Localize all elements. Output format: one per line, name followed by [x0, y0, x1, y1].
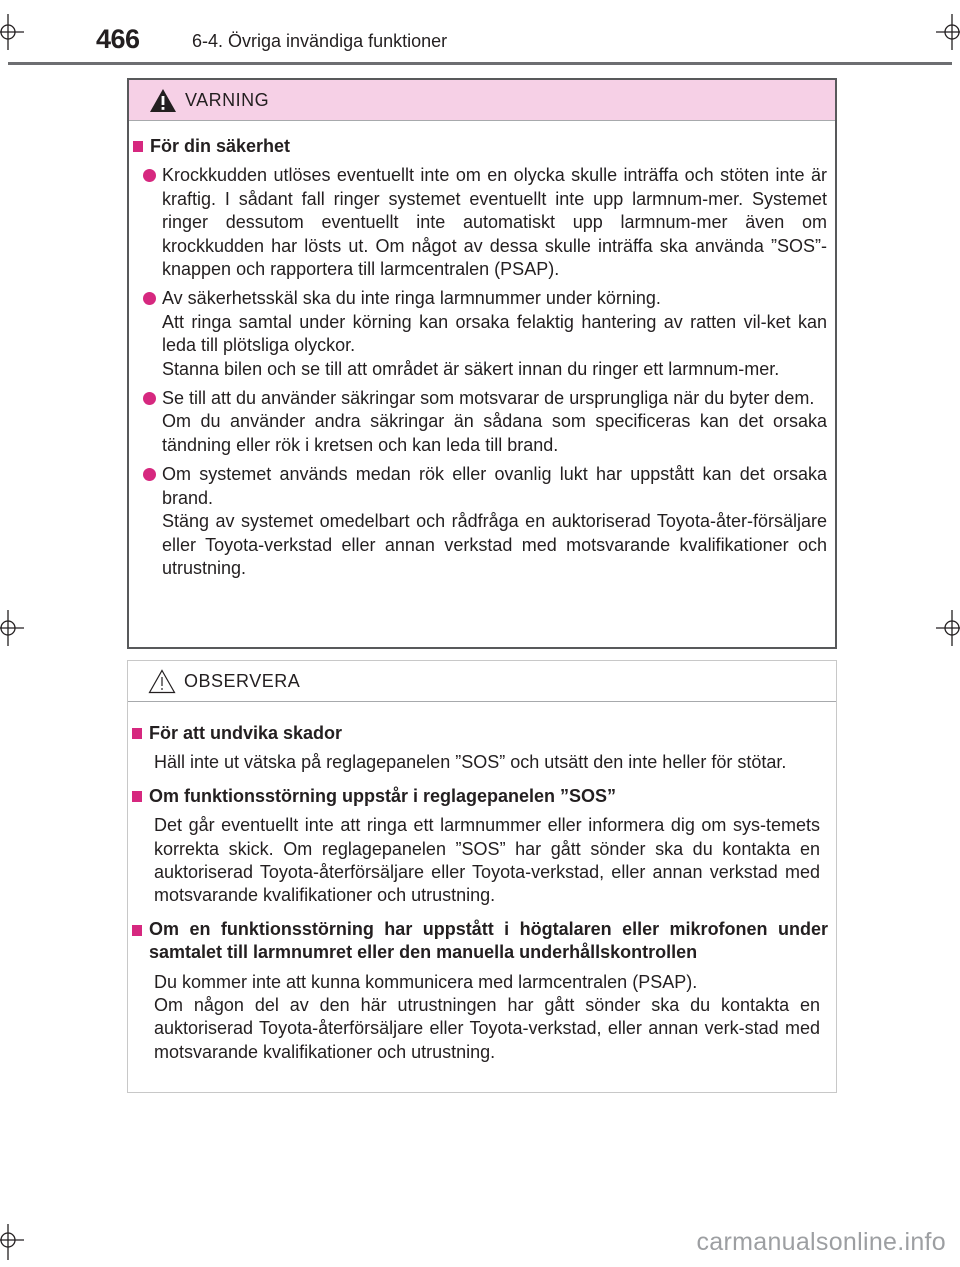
paragraph-line: Det går eventuellt inte att ringa ett larmnummer eller informera dig om sys-temets korrekta skick. Om reglagepanelen ”SOS” har gått sönder ska du kontakta en auktoriserad Toyota-återförsäljare eller Toyota-verkstad, eller annan verkstad med motsvarande kvalifikationer och utrustning.: [154, 815, 820, 906]
bullet-line: Krockkudden utlöses eventuellt inte om en olycka skulle inträffa och stöten inte är kraftig. I sådant fall ringer systemet eventuellt inte upp larmnum-mer. Systemet ringer dessutom eventuellt inte automatiskt upp larmnum-mer även om krockkudden har lösts ut. Om något av dessa skulle inträffa ska använda ”SOS”-knappen och rapportera till larmcentralen (PSAP).: [162, 165, 827, 280]
bullet-line: Stäng av systemet omedelbart och rådfråga en auktoriserad Toyota-åter-försäljare eller Toyota-verkstad eller annan verkstad med motsvarande kvalifikationer och utrustning.: [162, 511, 827, 578]
notice-body: [128, 702, 836, 1064]
warning-header: [129, 80, 835, 121]
notice-title: OBSERVERA: [184, 670, 301, 691]
caution-triangle-icon: [148, 669, 176, 694]
bullet-line: Se till att du använder säkringar som motsvarar de ursprungliga när du byter dem.: [162, 388, 815, 409]
notice-subheading-text: Om funktionsstörning uppstår i reglagepanelen ”SOS”: [149, 785, 617, 806]
registration-mark-bottom-left: [0, 1220, 40, 1260]
square-bullet-icon: [132, 925, 142, 936]
square-bullet-icon: [132, 791, 142, 802]
paragraph-line: Häll inte ut vätska på reglagepanelen ”SOS” och utsätt den inte heller för stötar.: [154, 752, 787, 773]
notice-header: [128, 661, 836, 702]
warning-body: [129, 121, 835, 580]
page-number: 466: [96, 24, 140, 54]
registration-mark-top-right: [920, 14, 960, 54]
round-bullet-icon: [143, 468, 156, 481]
warning-title: VARNING: [185, 89, 270, 110]
round-bullet-icon: [143, 292, 156, 305]
warning-subheading: [133, 135, 827, 158]
header-rule: [8, 62, 952, 65]
warning-bullet-4: [143, 463, 827, 580]
paragraph-line: Om någon del av den här utrustningen har gått sönder ska du kontakta en auktoriserad Toyota-återförsäljare eller Toyota-verkstad, eller annan verk-stad med motsvarande kvalifikationer och utrustning.: [154, 995, 820, 1062]
notice-paragraph-1: [154, 751, 820, 774]
notice-subheading-2: [132, 785, 828, 808]
bullet-line: Att ringa samtal under körning kan orsaka felaktig hantering av ratten vil-ket kan leda till plötsliga olyckor.: [162, 311, 827, 356]
bullet-line: Stanna bilen och se till att området är säkert innan du ringer ett larmnum-mer.: [162, 358, 780, 379]
warning-bullet-1: [143, 164, 827, 281]
bullet-line: Om systemet används medan rök eller ovanlig lukt har uppstått kan det orsaka brand.: [162, 464, 827, 508]
registration-mark-mid-left: [0, 608, 40, 648]
bullet-line: Om du använder andra säkringar än sådana som specificeras kan det orsaka tändning eller rök i kretsen och kan leda till brand.: [162, 411, 827, 455]
notice-paragraph-2: [154, 814, 820, 908]
registration-mark-mid-right: [920, 608, 960, 648]
warning-bullet-3: [143, 387, 827, 457]
warning-box: [127, 78, 837, 649]
notice-paragraph-3: [154, 971, 820, 1065]
square-bullet-icon: [133, 141, 143, 152]
paragraph-line: Du kommer inte att kunna kommunicera med larmcentralen (PSAP).: [154, 971, 698, 992]
warning-subheading-text: För din säkerhet: [150, 136, 291, 156]
square-bullet-icon: [132, 728, 142, 739]
round-bullet-icon: [143, 392, 156, 405]
section-title: 6-4. Övriga invändiga funktioner: [192, 31, 448, 51]
footer-watermark: carmanualsonline.info: [696, 1228, 946, 1256]
warning-triangle-icon: [149, 88, 177, 113]
notice-subheading-text: För att undvika skador: [149, 723, 343, 743]
bullet-line: Av säkerhetsskäl ska du inte ringa larmnummer under körning.: [162, 288, 661, 309]
notice-subheading-3: [132, 918, 828, 965]
notice-subheading-text: Om en funktionsstörning har uppstått i högtalaren eller mikrofonen under samtalet till larmnumret eller den manuella underhållskontrollen: [149, 918, 828, 963]
notice-box: [127, 660, 837, 1093]
warning-bullet-2: [143, 287, 827, 381]
notice-subheading-1: [132, 722, 828, 745]
registration-mark-top-left: [0, 14, 40, 54]
round-bullet-icon: [143, 169, 156, 182]
